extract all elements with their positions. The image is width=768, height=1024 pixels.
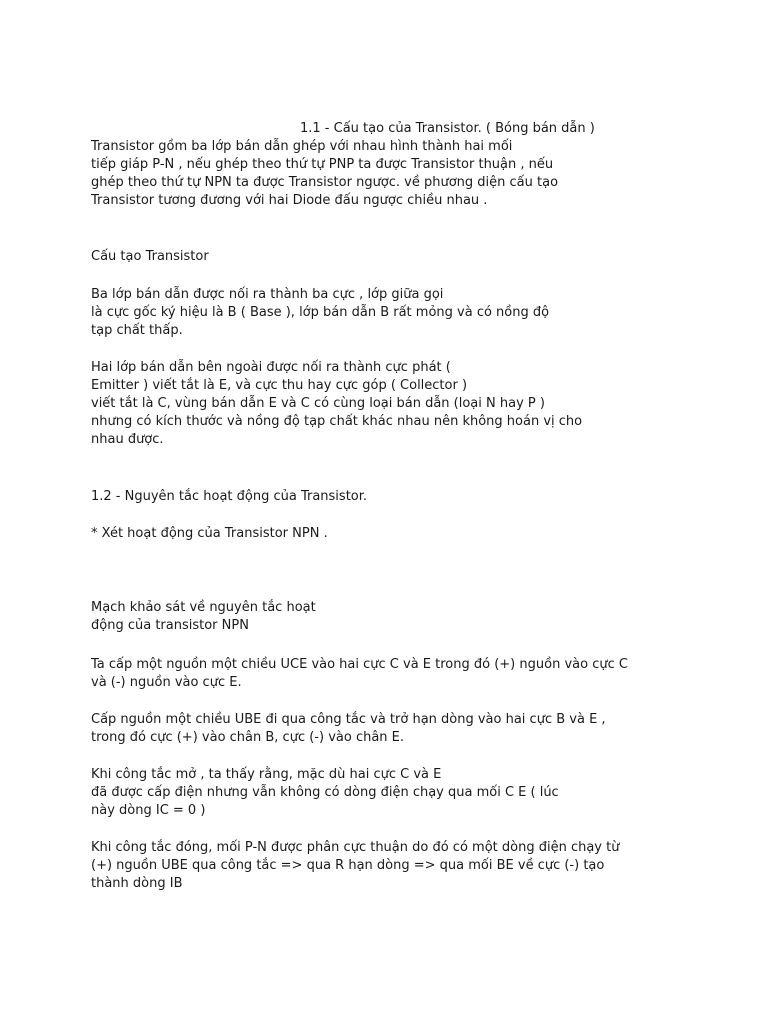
paragraph-switch-closed xyxy=(91,839,731,893)
text-line: viết tắt là C, vùng bán dẫn E và C có cùng loại bán dẫn (loại N hay P ) xyxy=(91,396,545,411)
paragraph-ube-supply xyxy=(91,711,731,747)
text-line: này dòng IC = 0 ) xyxy=(91,803,206,818)
paragraph-emitter-collector xyxy=(91,359,731,449)
text-line: trong đó cực (+) vào chân B, cực (-) vào chân E. xyxy=(91,730,405,745)
text-line: Emitter ) viết tắt là E, và cực thu hay cực góp ( Collector ) xyxy=(91,378,468,393)
text-line: Ta cấp một nguồn một chiều UCE vào hai cực C và E trong đó (+) nguồn vào cực C xyxy=(91,657,628,672)
text-line: động của transistor NPN xyxy=(91,618,249,633)
paragraph-uce-supply xyxy=(91,656,731,692)
text-line: nhưng có kích thước và nồng độ tạp chất khác nhau nên không hoán vị cho xyxy=(91,414,583,429)
section-title-1-2: 1.2 - Nguyên tắc hoạt động của Transistor. xyxy=(91,489,368,504)
text-line: Khi công tắc đóng, mối P-N được phân cực thuận do đó có một dòng điện chạy từ xyxy=(91,840,620,855)
text-line: nhau được. xyxy=(91,432,164,447)
text-line: ghép theo thứ tự NPN ta được Transistor ngược. về phương diện cấu tạo xyxy=(91,175,559,190)
section-title-1-1: 1.1 - Cấu tạo của Transistor. ( Bóng bán dẫn ) xyxy=(300,121,595,136)
paragraph-switch-open xyxy=(91,766,731,820)
paragraph-base-layer xyxy=(91,286,731,340)
text-line: Cấp nguồn một chiều UBE đi qua công tắc và trở hạn dòng vào hai cực B và E , xyxy=(91,712,606,727)
text-line: là cực gốc ký hiệu là B ( Base ), lớp bán dẫn B rất mỏng và có nồng độ xyxy=(91,305,550,320)
text-line: Ba lớp bán dẫn được nối ra thành ba cực , lớp giữa gọi xyxy=(91,287,444,302)
text-line: và (-) nguồn vào cực E. xyxy=(91,675,242,690)
text-line: Khi công tắc mở , ta thấy rằng, mặc dù hai cực C và E xyxy=(91,767,442,782)
text-line: Hai lớp bán dẫn bên ngoài được nối ra thành cực phát ( xyxy=(91,360,451,375)
text-line: Transistor tương đương với hai Diode đấu ngược chiều nhau . xyxy=(91,193,488,208)
text-line: tiếp giáp P-N , nếu ghép theo thứ tự PNP ta được Transistor thuận , nếu xyxy=(91,157,554,172)
circuit-caption xyxy=(91,599,731,635)
paragraph-transistor-layers xyxy=(91,138,731,210)
text-line: Transistor gồm ba lớp bán dẫn ghép với nhau hình thành hai mối xyxy=(91,139,513,154)
text-line: Mạch khảo sát về nguyên tắc hoạt xyxy=(91,600,316,615)
text-line: tạp chất thấp. xyxy=(91,323,183,338)
text-line: thành dòng IB xyxy=(91,876,183,891)
npn-note: * Xét hoạt động của Transistor NPN . xyxy=(91,526,328,541)
subheading-structure: Cấu tạo Transistor xyxy=(91,249,209,264)
text-line: đã được cấp điện nhưng vẫn không có dòng điện chạy qua mối C E ( lúc xyxy=(91,785,559,800)
text-line: (+) nguồn UBE qua công tắc => qua R hạn dòng => qua mối BE về cực (-) tạo xyxy=(91,858,605,873)
